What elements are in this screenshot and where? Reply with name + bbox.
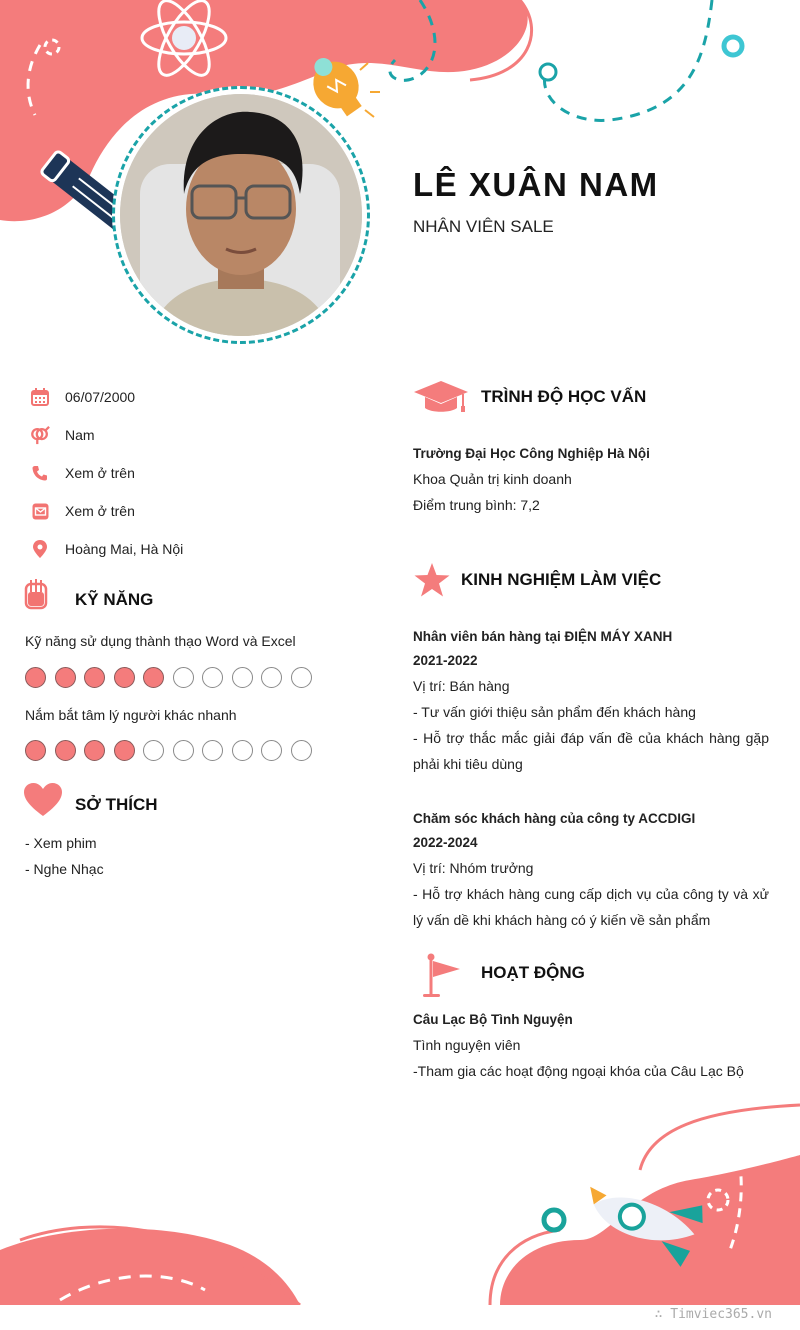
email-text[interactable]: Xem ở trên bbox=[65, 503, 135, 519]
gender-text: Nam bbox=[65, 427, 95, 443]
rating-dot-filled bbox=[84, 740, 105, 761]
rating-dot-empty bbox=[232, 740, 253, 761]
rating-dot-filled bbox=[114, 667, 135, 688]
profile-photo bbox=[120, 94, 362, 336]
hobby-item: - Xem phim bbox=[25, 835, 97, 851]
experience-heading: KINH NGHIỆM LÀM VIỆC bbox=[461, 570, 662, 589]
job-title: NHÂN VIÊN SALE bbox=[413, 217, 554, 236]
rating-dot-empty bbox=[291, 667, 312, 688]
skills-heading: KỸ NĂNG bbox=[75, 590, 154, 609]
job-period-2: 2022-2024 bbox=[413, 835, 478, 850]
graduation-cap-icon bbox=[413, 379, 469, 420]
education-heading: TRÌNH ĐỘ HỌC VẤN bbox=[481, 387, 647, 406]
school-name: Trường Đại Học Công Nghiệp Hà Nội bbox=[413, 446, 650, 461]
rating-dot-filled bbox=[25, 740, 46, 761]
job-position-1: Vị trí: Bán hàng bbox=[413, 678, 510, 694]
job-title-1: Nhân viên bán hàng tại ĐIỆN MÁY XANH bbox=[413, 629, 673, 644]
rating-dot-empty bbox=[291, 740, 312, 761]
info-email bbox=[30, 499, 135, 523]
rating-dot-empty bbox=[202, 740, 223, 761]
skill-label: Nắm bắt tâm lý người khác nhanh bbox=[25, 707, 237, 723]
avatar bbox=[112, 86, 370, 344]
rating-dot-empty bbox=[232, 667, 253, 688]
bottom-decoration bbox=[0, 1100, 800, 1305]
gender-icon bbox=[30, 425, 50, 445]
gpa: Điểm trung bình: 7,2 bbox=[413, 497, 540, 513]
job-position-2: Vị trí: Nhóm trưởng bbox=[413, 860, 534, 876]
job-title-2: Chăm sóc khách hàng của công ty ACCDIGI bbox=[413, 811, 696, 826]
heart-icon bbox=[24, 783, 62, 822]
fist-icon bbox=[24, 578, 48, 617]
address-text: Hoàng Mai, Hà Nội bbox=[65, 541, 184, 557]
phone-icon bbox=[30, 463, 50, 483]
faculty: Khoa Quản trị kinh doanh bbox=[413, 471, 572, 487]
info-address bbox=[30, 537, 184, 561]
rating-dot-empty bbox=[261, 667, 282, 688]
activities-heading: HOẠT ĐỘNG bbox=[481, 963, 585, 982]
rating-dot-empty bbox=[202, 667, 223, 688]
info-gender bbox=[30, 423, 95, 447]
rating-dot-filled bbox=[25, 667, 46, 688]
candidate-name: LÊ XUÂN NAM bbox=[413, 166, 659, 203]
watermark: ∴ Timviec365.vn bbox=[654, 1307, 772, 1322]
rating-dot-filled bbox=[143, 667, 164, 688]
job-desc-1b: - Hỗ trợ thắc mắc giải đáp vấn đề của khách hàng gặp phải khi tiêu dùng bbox=[413, 730, 769, 772]
rating-dot-filled bbox=[84, 667, 105, 688]
activity-org: Câu Lạc Bộ Tình Nguyện bbox=[413, 1012, 573, 1027]
info-phone bbox=[30, 461, 135, 485]
location-pin-icon bbox=[30, 539, 50, 559]
job-desc-1a: - Tư vấn giới thiệu sản phẩm đến khách hàng bbox=[413, 704, 696, 720]
rating-dot-empty bbox=[173, 740, 194, 761]
hobby-item: - Nghe Nhạc bbox=[25, 861, 104, 877]
activity-role: Tình nguyện viên bbox=[413, 1037, 521, 1053]
info-birthdate bbox=[30, 385, 136, 409]
skill-rating bbox=[25, 667, 312, 688]
phone-text[interactable]: Xem ở trên bbox=[65, 465, 135, 481]
flag-icon bbox=[421, 953, 461, 1004]
star-icon bbox=[414, 563, 450, 602]
activity-desc: -Tham gia các hoạt động ngoại khóa của Câu Lạc Bộ bbox=[413, 1063, 744, 1079]
rating-dot-empty bbox=[143, 740, 164, 761]
rating-dot-filled bbox=[55, 667, 76, 688]
hobbies-heading: SỞ THÍCH bbox=[75, 795, 158, 814]
rating-dot-filled bbox=[114, 740, 135, 761]
skill-rating bbox=[25, 740, 312, 761]
rating-dot-filled bbox=[55, 740, 76, 761]
skill-label: Kỹ năng sử dụng thành thạo Word và Excel bbox=[25, 633, 296, 649]
rating-dot-empty bbox=[173, 667, 194, 688]
email-icon bbox=[30, 501, 50, 521]
birthdate-text: 06/07/2000 bbox=[65, 389, 136, 405]
job-period-1: 2021-2022 bbox=[413, 653, 478, 668]
job-desc-2: - Hỗ trợ khách hàng cung cấp dịch vụ của công ty và xử lý vấn dề khi khách hàng có ý kiến về sản phẩm bbox=[413, 886, 769, 928]
rating-dot-empty bbox=[261, 740, 282, 761]
calendar-icon bbox=[30, 387, 50, 407]
